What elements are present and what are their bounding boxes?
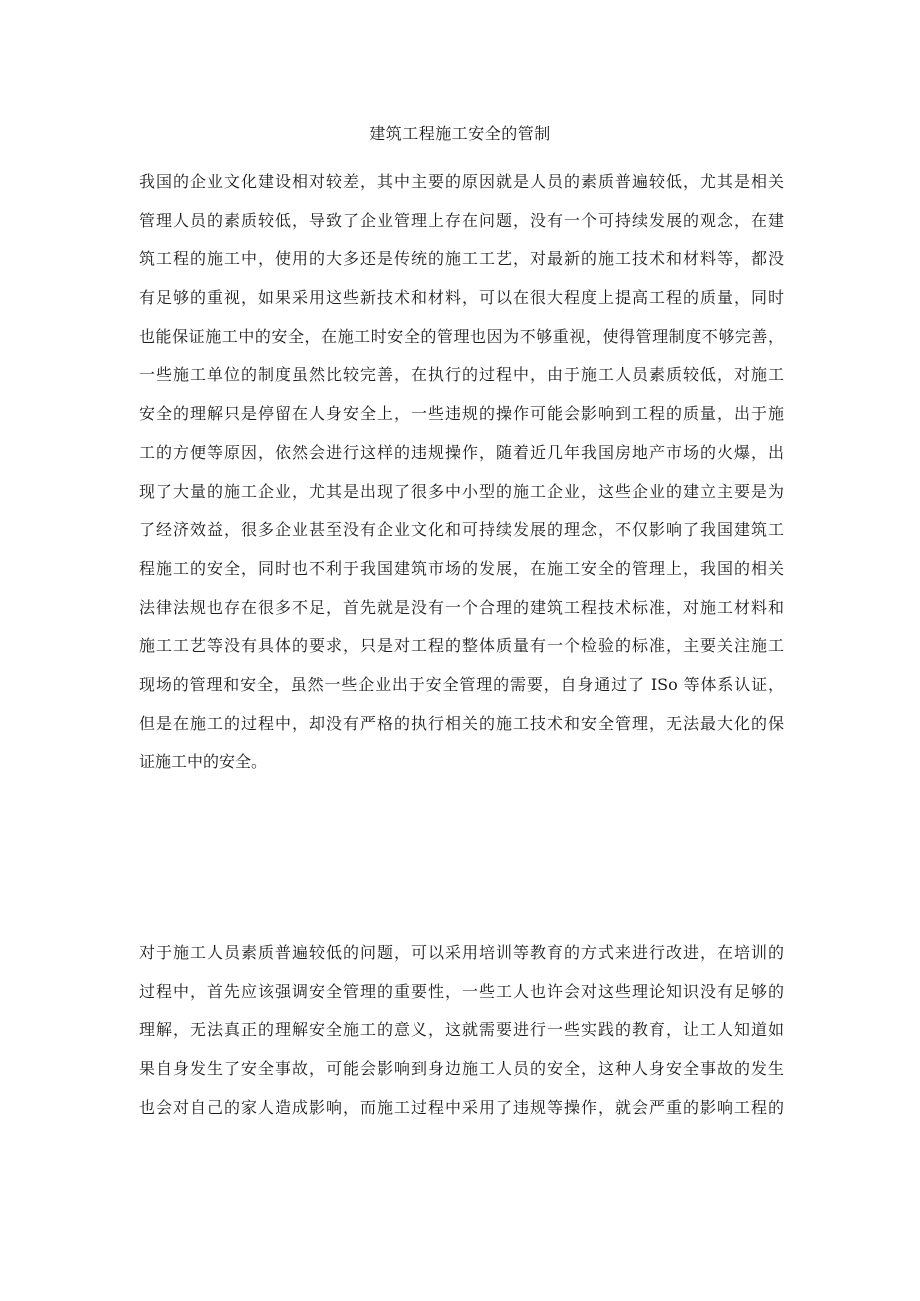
paragraph-line: 一些施工单位的制度虽然比较完善，在执行的过程中，由于施工人员素质较低，对施工 (139, 365, 784, 385)
document-title: 建筑工程施工安全的管制 (369, 124, 551, 143)
paragraph-1 (139, 163, 784, 782)
paragraph-line: 法律法规也存在很多不足，首先就是没有一个合理的建筑工程技术标准，对施工材料和 (139, 597, 784, 617)
paragraph-line: 有足够的重视，如果采用这些新技术和材料，可以在很大程度上提高工程的质量，同时 (139, 288, 784, 308)
paragraph-2 (139, 934, 784, 1127)
paragraph-line: 了经济效益，很多企业甚至没有企业文化和可持续发展的理念，不仅影响了我国建筑工 (139, 520, 784, 540)
paragraph-line: 工的方便等原因，依然会进行这样的违规操作，随着近几年我国房地产市场的火爆，出 (139, 442, 784, 462)
paragraph-line: 证施工中的安全。 (139, 752, 268, 772)
paragraph-line: 施工工艺等没有具体的要求，只是对工程的整体质量有一个检验的标准，主要关注施工 (139, 636, 784, 656)
paragraph-line: 安全的理解只是停留在人身安全上，一些违规的操作可能会影响到工程的质量，出于施 (139, 404, 784, 424)
paragraph-line: 也能保证施工中的安全，在施工时安全的管理也因为不够重视，使得管理制度不够完善， (139, 326, 784, 346)
paragraph-line: 也会对自己的家人造成影响，而施工过程中采用了违规等操作，就会严重的影响工程的 (139, 1097, 784, 1117)
paragraph-line: 程施工的安全，同时也不利于我国建筑市场的发展，在施工安全的管理上，我国的相关 (139, 558, 784, 578)
paragraph-line: 过程中，首先应该强调安全管理的重要性，一些工人也许会对这些理论知识没有足够的 (139, 981, 784, 1001)
paragraph-line: 现了大量的施工企业，尤其是出现了很多中小型的施工企业，这些企业的建立主要是为 (139, 481, 784, 501)
paragraph-line: 理解，无法真正的理解安全施工的意义，这就需要进行一些实践的教育，让工人知道如 (139, 1020, 784, 1040)
paragraph-line: 但是在施工的过程中，却没有严格的执行相关的施工技术和安全管理，无法最大化的保 (139, 713, 784, 733)
paragraph-line: 我国的企业文化建设相对较差，其中主要的原因就是人员的素质普遍较低，尤其是相关 (139, 172, 784, 191)
paragraph-line: 筑工程的施工中，使用的大多还是传统的施工工艺，对最新的施工技术和材料等，都没 (139, 249, 784, 269)
paragraph-line: 现场的管理和安全，虽然一些企业出于安全管理的需要，自身通过了 ISo 等体系认证， (139, 674, 784, 694)
paragraph-line: 对于施工人员素质普遍较低的问题，可以采用培训等教育的方式来进行改进，在培训的 (139, 943, 784, 962)
paragraph-line: 管理人员的素质较低，导致了企业管理上存在问题，没有一个可持续发展的观念，在建 (139, 210, 784, 230)
paragraph-line: 果自身发生了安全事故，可能会影响到身边施工人员的安全，这种人身安全事故的发生 (139, 1059, 784, 1079)
